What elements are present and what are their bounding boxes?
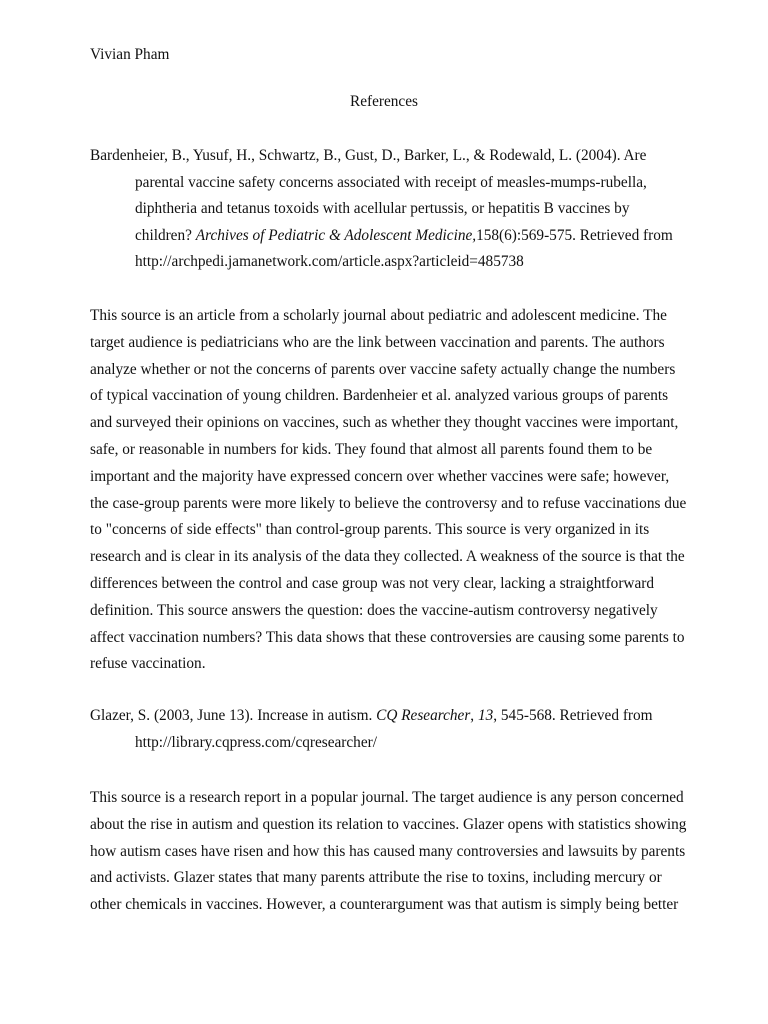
paragraph-line: This source is a research report in a popular journal. The target audience is any person concerned (90, 789, 684, 806)
reference-text: , (470, 707, 478, 724)
reference-entry (90, 703, 680, 756)
annotation-paragraph (90, 303, 690, 678)
paragraph-line: to "concerns of side effects" than control-group parents. This source is very organized in its (90, 521, 650, 539)
reference-text: Glazer, S. (2003, June 13). Increase in autism. (90, 707, 377, 724)
reference-line (90, 223, 680, 250)
journal-title: Archives of Pediatric & Adolescent Medicine, (195, 226, 477, 244)
paragraph-line: of typical vaccination of young children. Bardenheier et al. analyzed various groups of parents (90, 387, 669, 405)
page-title: References (350, 93, 418, 110)
reference-line: Bardenheier, B., Yusuf, H., Schwartz, B., Gust, D., Barker, L., & Rodewald, L. (2004). Are (90, 147, 647, 164)
reference-text: , 545-568. Retrieved from (493, 707, 653, 724)
paragraph-line: refuse vaccination. (90, 655, 206, 673)
paragraph-line: about the rise in autism and question its relation to vaccines. Glazer opens with statistics showing (90, 815, 687, 833)
reference-line: parental vaccine safety concerns associated with receipt of measles-mumps-rubella, (135, 173, 647, 191)
paragraph-line: This source is an article from a scholarly journal about pediatric and adolescent medicine. The (90, 307, 667, 324)
reference-line: diphtheria and tetanus toxoids with acellular pertussis, or hepatitis B vaccines by (135, 200, 630, 218)
paragraph-line: important and the majority have expressed concern over whether vaccines were safe; however, (90, 467, 670, 485)
reference-line (90, 703, 680, 730)
paragraph-line: target audience is pediatricians who are the link between vaccination and parents. The authors (90, 333, 665, 351)
reference-url: http://archpedi.jamanetwork.com/article.aspx?articleid=485738 (135, 253, 524, 271)
reference-text: 158(6):569-575. Retrieved from (476, 226, 673, 244)
reference-entry (90, 143, 680, 276)
reference-url: http://library.cqpress.com/cqresearcher/ (135, 733, 377, 751)
paragraph-line: the case-group parents were more likely to believe the controversy and to refuse vaccinations due (90, 494, 687, 512)
paragraph-line: other chemicals in vaccines. However, a counterargument was that autism is simply being better (90, 896, 679, 914)
paragraph-line: safe, or reasonable in numbers for kids. They found that almost all parents found them to be (90, 440, 653, 458)
reference-text: children? (135, 226, 196, 244)
annotation-paragraph (90, 785, 690, 919)
paragraph-line: differences between the control and case group was not very clear, lacking a straightforward (90, 574, 655, 592)
paragraph-line: how autism cases have risen and how this has caused many controversies and lawsuits by parents (90, 842, 686, 860)
journal-title: CQ Researcher (376, 707, 471, 724)
journal-volume: 13 (477, 707, 494, 724)
paragraph-line: and activists. Glazer states that many parents attribute the rise to toxins, including mercury or (90, 869, 662, 887)
paragraph-line: analyze whether or not the concerns of parents over vaccine safety actually change the numbers (90, 360, 676, 378)
paragraph-line: definition. This source answers the question: does the vaccine-autism controversy negatively (90, 601, 658, 619)
paragraph-line: affect vaccination numbers? This data shows that these controversies are causing some parents to (90, 628, 685, 646)
paragraph-line: and surveyed their opinions on vaccines, such as whether they thought vaccines were important, (90, 414, 679, 432)
paragraph-line: research and is clear in its analysis of the data they collected. A weakness of the source is that the (90, 548, 685, 566)
author-name: Vivian Pham (90, 46, 170, 63)
